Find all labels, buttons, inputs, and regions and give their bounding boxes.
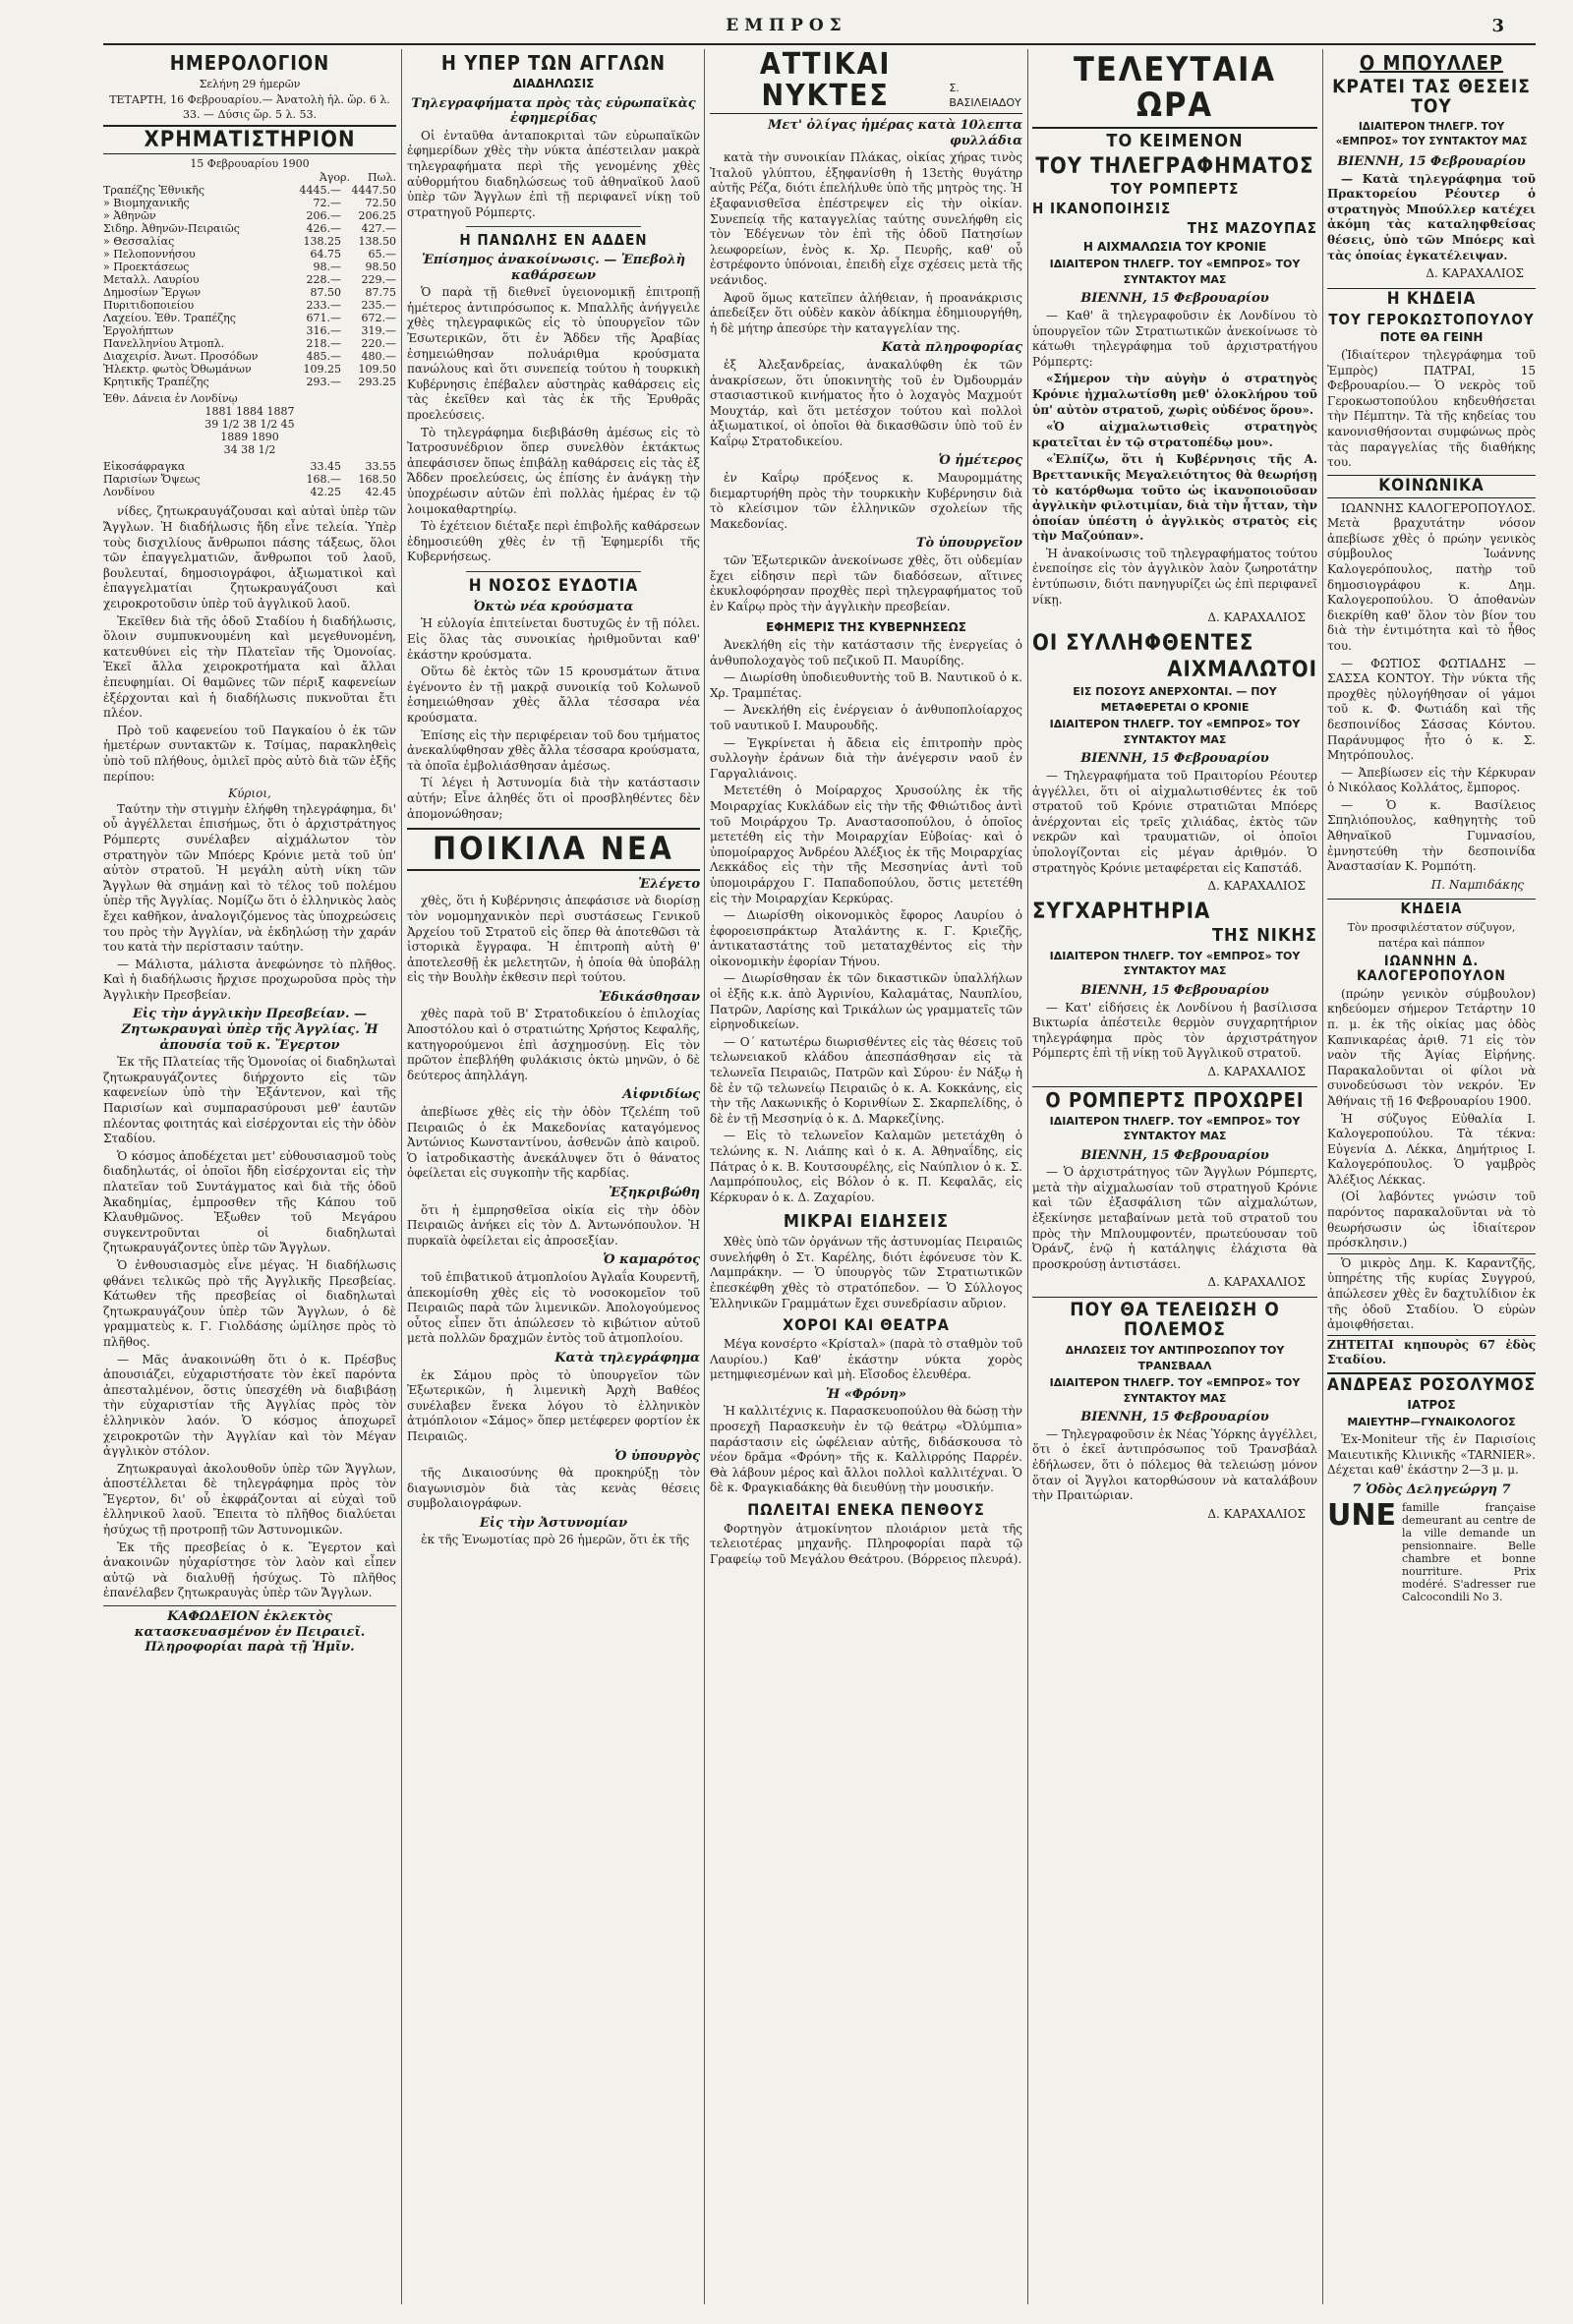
column-5 (1327, 49, 1536, 2304)
exchange-row (103, 197, 396, 209)
article-text: — Τηλεγραφήματα τοῦ Πραιτορίου Ρέουτερ ἀγγέλλει, ὅτι οἱ αἰχμαλωτισθέντες ἐκ τοῦ στρατοῦ τοῦ Κρόνιε στρατιῶται Μπόερς ἀνέρχονται εἰς τρεῖς χιλιάδας, ἐκτὸς τῶν νεκρῶν καὶ τραυματιῶν, οἱ ὁποῖοι ὑπολογίζονται εἰς μέγαν ἀριθμόν. Ὁ στρατηγὸς Κρόνιε μεταφέρεται εἰς Καπστάδ. (1032, 769, 1317, 875)
article-text: κατὰ τὴν συνοικίαν Πλάκας, οἰκίας χήρας τινὸς Ἰταλοῦ γλύπτου, ἐξηφανίσθη ἡ 13ετὴς θυγάτηρ αὐτῆς Ρέζα, διότι ἐπελήλυθε ὑπὸ τῆς μητρὸς της. Ἡ ἐξαφανισθεῖσα ἐπέστρεψεν εἰς τὴν οἰκίαν. Συνεπείᾳ τῆς καταγγελίας ταύτης συνελήφθη εἰς τὸν Ἐδέγενων τὸν ἐπὶ τῆς ὁδοῦ Πατησίων λεωφορείων, ἑνὸς κ. Χρ. Πευρῆς, καθ' οὗ ἐστρέφοντο ὑπόνοιαι, ἐπειδὴ εἶχε σχέσεις μετὰ τῆς νεάνιδος. (710, 150, 1022, 287)
exchange-row (103, 299, 396, 312)
subheading: ΔΗΛΩΣΕΙΣ ΤΟΥ ΑΝΤΙΠΡΟΣΩΠΟΥ ΤΟΥ ΤΡΑΝΣΒΑΑΛ (1065, 1343, 1285, 1372)
article-text: Ὁ παρὰ τῇ διεθνεῖ ὑγειονομικῇ ἐπιτροπῇ ἡμέτερος ἀντιπρόσωπος κ. Μπαλλῆς ἀνήγγειλε χθὲς τηλεγραφικῶς εἰς τὸ ὑπουργεῖον τῶν Ἐσωτερικῶν, ὅτι ἐν Ἄδδεν τῆς Ἀραβίας ἐσημειώθησαν πολυάριθμα κρούσματα πανώλους καὶ ὅτι συνεπείᾳ τούτου ἡ τουρκικὴ Κυβέρνησις ἐπέβαλεν αὐστηρὰς καθάρσεις εἰς τὰς ἐκεῖθεν καὶ τὰς ἐκ τῆς Ἐρυθρᾶς προελεύσεις. (407, 285, 700, 423)
article-text: — Ο΄ κατωτέρω διωρισθέντες εἰς τὰς θέσεις τοῦ τελωνειακοῦ κλάδου ἀπεσπάσθησαν εἰς τὰ τελωνεῖα Πειραιῶς, Πατρῶν καὶ Σύρου· ἐν Νάξῳ ἡ δὲ ἐν τῷ τελωνείῳ Πειραιῶς ὁ κ. Α. Κοκκάνης, εἰς τὴν τῆς Λακωνικῆς ὁ Κορινθίων Σ. Σκαρπελίδης, ὁ δὲ ἐν τῇ Μεσσηνίᾳ ὁ κ. Δ. Μαρκεζίνης. (710, 1034, 1022, 1126)
article-text: — Ἐγκρίνεται ἡ ἄδεια εἰς ἐπιτροπὴν πρὸς συλλογὴν ἐράνων διὰ τὴν ἀνέγερσιν ναοῦ ἐν Γαργαλιάνοις. (710, 735, 1022, 781)
subheading: Ὁ ὑπουργὸς (614, 1448, 700, 1464)
column-2 (407, 49, 700, 2304)
row-value: 98.— (313, 261, 341, 274)
row-value: 109.50 (358, 363, 396, 377)
column-3 (710, 49, 1022, 2304)
advert-address: 7 Ὁδὸς Δεληγεώργη 7 (1352, 1482, 1511, 1497)
dateline: ΒΙΕΝΝΗ, 15 Φεβρουαρίου (1080, 1147, 1269, 1163)
subheading: Εἰς τὴν ἀγγλικὴν Πρεσβείαν. — Ζητωκραυγαὶ ὑπὲρ τῆς Ἀγγλίας. Ἡ ἀπουσία τοῦ κ. Ἔγερτον (121, 1007, 379, 1053)
subheading: Ἐδικάσθησαν (599, 989, 700, 1005)
exchange-row (103, 209, 396, 222)
row-value: 42.45 (365, 486, 396, 499)
subheading: Τὸ ὑπουργεῖον (915, 536, 1022, 552)
article-text: — Μᾶς ἀνακοινώθη ὅτι ὁ κ. Πρέσβυς ἀπουσιάζει, εὐχαριστήσατε τὸν ἐκεῖ παρόντα ἀπεσταλμένον, ὅστις ὑπεσχέθη νὰ διαβιβάσῃ τὴν εὐχαριστίαν τῆς Ἀγγλίας πρὸς τὸν ἑλληνικὸν λαόν. Ὁ κόσμος ἀποχωρεῖ χειροκροτῶν τὴν Ἀγγλίαν καὶ τὸν Μέγαν ἀγγλικὸν στόλον. (103, 1352, 396, 1459)
divider (466, 226, 642, 227)
article-text: — Κατ' εἰδήσεις ἐκ Λονδίνου ἡ βασίλισσα Βικτωρία ἀπέστειλε θερμὸν συγχαρητήριον τηλεγράφημα πρὸς τὸν ἀρχιστράτηγον Ρόμπερτς ἐπὶ τῇ νίκῃ τοῦ Ἀγγλικοῦ στρατοῦ. (1032, 1000, 1317, 1061)
notice-text: Ὁ μικρὸς Δημ. Κ. Καραντζῆς, ὑπηρέτης τῆς κυρίας Συγγρού, ἀπώλεσεν χθὲς ἓν δαχτυλίδιον ἐκ τῆς ὁδοῦ Σταδίου. Ὁ εὑρὼν ἀμοιφθήσεται. (1327, 1253, 1536, 1333)
exchange-row (103, 350, 396, 363)
article-text: τῆς Δικαιοσύνης θὰ προκηρύξῃ τὸν διαγωνισμὸν διὰ τὰς κενὰς θέσεις συμβολαιογράφων. (407, 1466, 700, 1511)
article-text: — Καθ' ἃ τηλεγραφοῦσιν ἐκ Λονδίνου τὸ ὑπουργεῖον τῶν Στρατιωτικῶν ἀνεκοίνωσε τὸ κάτωθι τηλεγράφημα τοῦ ἀρχιστρατήγου Ρόμπερτς: (1032, 308, 1317, 369)
headline: Η ΝΟΣΟΣ ΕΥΔΟΤΙΑ (468, 575, 639, 596)
loans-years: 1889 1890 (220, 431, 279, 444)
headline: ΤΟΥ ΤΗΛΕΓΡΑΦΗΜΑΤΟΣ (1035, 154, 1314, 180)
signature: Δ. ΚΑΡΑΧΑΛΙΟΣ (1207, 1506, 1306, 1521)
row-label: Λαχείου. Ἐθν. Τραπέζης (103, 312, 236, 325)
notice-text: (Οἱ λαβόντες γνώσιν τοῦ παρόντος παρακαλοῦνται νὰ τὸ θεωρήσωσιν ὡς ἰδιαίτερον πρόσκλησιν.) (1327, 1190, 1536, 1250)
notice-text: Τὸν προσφιλέστατον σύζυγον, πατέρα καὶ πάππον (1347, 921, 1516, 950)
article-text: Ἡ ἀνακοίνωσις τοῦ τηλεγραφήματος τούτου ἐνεποίησε εἰς τὸν ἀγγλικὸν λαὸν ζωηροτάτην ἐντύπωσιν, διότι πανηγυρίζει ὡς ἐπὶ περιφανεῖ νίκῃ. (1032, 546, 1317, 607)
subheading: Κατὰ πληροφορίας (881, 340, 1022, 356)
signature: Δ. ΚΑΡΑΧΑΛΙΟΣ (1207, 610, 1306, 625)
column-divider (1322, 49, 1323, 2304)
row-value: 485.— (306, 350, 341, 364)
headline: ΤΗΣ ΝΙΚΗΣ (1211, 924, 1317, 946)
exchange-heading: ΧΡΗΜΑΤΙΣΤΗΡΙΟΝ (103, 125, 396, 154)
masthead (0, 14, 1573, 37)
article-text: Ἡ καλλιτέχνις κ. Παρασκευοπούλου θὰ δώσῃ τὴν προσεχῆ Παρασκευὴν ἐν τῷ θεάτρῳ «Ὀλύμπια» παράστασιν εἰς ὠφέλειαν αὐτῆς, διδάσκουσα τὸ νέον δρᾶμα «Φρόνη» τῆς κ. Καλλιρρόης Παρρέν. Θὰ λάβουν μέρος καὶ ἄλλοι πολλοὶ καλλιτέχναι. Ὁ δὲ κ. Φραγκιαδάκης θὰ διευθύνῃ τὴν μουσικήν. (710, 1404, 1022, 1495)
row-label: Ἐργολήπτων (103, 324, 174, 338)
article-text: Φορτηγὸν ἀτμοκίνητον πλοιάριον μετὰ τῆς τελειοτέρας μηχανῆς. Πληροφορίαι παρὰ τῷ Γραφείῳ τοῦ Μεγάλου Θεάτρου. (Βόρρειος πλευρά). (710, 1521, 1022, 1566)
article-text: ὅτι ἡ ἐμπρησθεῖσα οἰκία εἰς τὴν ὁδὸν Πειραιῶς ἀνήκει εἰς τὸν Δ. Ἀντωνόπουλον. Ἡ πυρκαϊὰ ὀφείλεται εἰς ἀπροσεξίαν. (407, 1202, 700, 1248)
subheading: Αἰφνιδίως (622, 1087, 700, 1103)
article-text: ἐκ τῆς Ἐνωμοτίας πρὸ 26 ἡμερῶν, ὅτι ἐκ τῆς (421, 1533, 690, 1547)
dispatch-line: ΙΔΙΑΙΤΕΡΟΝ ΤΗΛΕΓΡ. ΤΟΥ «ΕΜΠΡΟΣ» ΤΟΥ ΣΥΝΤΑΚΤΟΥ ΜΑΣ (1049, 1114, 1301, 1143)
article-text: — Διωρίσθη ὑποδιευθυντὴς τοῦ Β. Ναυτικοῦ ὁ κ. Χρ. Τραμπέτας. (710, 670, 1022, 700)
column-4 (1032, 49, 1317, 2304)
row-label: Διαχειρίσ. Ἀνωτ. Προσόδων (103, 350, 259, 364)
article-text: — Τηλεγραφοῦσιν ἐκ Νέας Ὑόρκης ἀγγέλλει, ὅτι ὁ ἐκεῖ ἀντιπρόσωπος τοῦ Τρανσβάαλ ἐδήλωσεν, ὅτι ὁ πόλεμος θὰ τελειώσῃ μόνον ὅταν οἱ Ἄγγλοι κατορθώσουν νὰ καταλάβουν τὴν Πραιτώριαν. (1032, 1426, 1317, 1503)
article-text: ἐκ Σάμου πρὸς τὸ ὑπουργεῖον τῶν Ἐξωτερικῶν, ἡ λιμενικὴ Ἀρχὴ Βαθέος συνέλαβεν ἕνεκα λόγου τὸ ἑλληνικὸν ἀτμόπλοιον «Σάμος» ὅπερ μετέφερεν φορτίον ἐκ Πειραιῶς. (407, 1367, 700, 1443)
article-text: τῶν Ἐξωτερικῶν ἀνεκοίνωσε χθὲς, ὅτι οὐδεμίαν ἔχει εἰδησιν περὶ τῶν διαδόσεων, αἵτινες ἐκυκλοφόρησαν προχθὲς περὶ τηλεγραφήματος τοῦ ἐν Καΐρῳ πρὸς τὴν ἀγγλικὴν πρεσβείαν. (710, 553, 1022, 613)
exchange-row (103, 222, 396, 235)
headline: ΜΙΚΡΑΙ ΕΙΔΗΣΕΙΣ (783, 1211, 950, 1233)
row-value: 293.— (306, 376, 341, 389)
article-text: «Ὁ αἰχμαλωτισθεὶς στρατηγὸς κρατεῖται ἐν τῷ στρατοπέδῳ μου». (1032, 420, 1317, 449)
row-value: 87.50 (310, 286, 341, 300)
article-text: Ἐκ τῆς πρεσβείας ὁ κ. Ἔγερτον καὶ ἀνακοινῶν ηὐχαρίστησε τὸν λαὸν καὶ εἶπεν αὐτῷ νὰ διαλυθῇ ἡσύχως. Τὸ πλῆθος ἐπανέλαβεν ζητωκραυγὰς ὑπὲρ τῶν Ἄγγλων. (103, 1540, 396, 1600)
row-value: 228.— (306, 273, 341, 287)
article-text: Ὁ ἐνθουσιασμὸς εἶνε μέγας. Ἡ διαδήλωσις φθάνει τελικῶς πρὸ τῆς Ἀγγλικῆς Πρεσβείας. Κάτωθεν τῆς πρεσβείας οἱ διαδηλωταὶ ζητωκραυγάζουν ὑπὲρ τῶν Ἄγγλων, ὁ δὲ γραμματεὺς κ. Γ. Γιολδάσης ὡμίλησε πρὸς τὸ πλῆθος. (103, 1257, 396, 1349)
headline: ΤΟΥ ΡΟΜΠΕΡΤΣ (1110, 180, 1240, 199)
headline: ΟΙ ΣΥΛΛΗΦΘΕΝΤΕΣ (1032, 630, 1254, 656)
row-value: 4445.— (299, 184, 341, 198)
une-text: famille française demeurant au centre de la ville demande un pensionnaire. Belle chambre et bonne nourriture. Prix modéré. S'adresser rue Calcocondili No 3. (1401, 1501, 1536, 1604)
serial-author: Σ. ΒΑΣΙΛΕΙΑΔΟΥ (949, 81, 1021, 110)
article-text: χθὲς, ὅτι ἡ Κυβέρνησις ἀπεφάσισε νὰ διορίσῃ τὸν νομομηχανικὸν περὶ συστάσεως Γενικοῦ Ἀρχείου τοῦ Στρατοῦ εἰς ὅπερ θὰ ἀποτεθῶσι τὰ ἱστορικὰ ἔγγραφα. Ἡ ἐπιτροπὴ αὐτὴ θ' ἀποτελεσθῇ ἐκ μελετητῶν, ἡ ὁποία θὰ ὑποβάλῃ εἰς τὴν Βουλὴν ἐκθεσιν περὶ τούτου. (407, 894, 700, 985)
exchange-row (103, 273, 396, 286)
article-text: — Εἰς τὸ τελωνεῖον Καλαμῶν μετετάχθη ὁ τελώνης κ. Ν. Λιάπης καὶ ὁ κ. Α. Ἀθηναΐδης, εἰς Πάτρας ὁ κ. Β. Κουτσουρέλης, εἰς Ναύπλιον ὁ κ. Σ. Λαμπρόπουλος, εἰς Βόλον ὁ κ. Π. Κεφαλᾶς, εἰς Κέρκυραν ὁ κ. Δ. Ζαχαρίου. (710, 1129, 1022, 1204)
subheading: Κατὰ τηλεγράφημα (554, 1350, 700, 1365)
headline: ΚΡΑΤΕΙ ΤΑΣ ΘΕΣΕΙΣ ΤΟΥ (1332, 76, 1531, 117)
article-text: Πρὸ τοῦ καφενείου τοῦ Παγκαίου ὁ ἐκ τῶν ἡμετέρων συντακτῶν κ. Τσίμας, παρακληθεὶς ὑπὸ τοῦ πλήθους, ὁμιλεῖ πρὸς αὐτὸ διὰ τῶν ἑξῆς περίπου: (103, 723, 396, 784)
article-text: Ἐπίσης εἰς τὴν περιφέρειαν τοῦ δου τμήματος ἀνεκαλύφθησαν χθὲς ἄλλα τέσσαρα κρούσματα, τὰ ὁποῖα ἐμβολιάσθησαν ἀμέσως. (407, 727, 700, 773)
exchange-row (103, 324, 396, 337)
row-label: Λονδίνου (103, 486, 155, 499)
row-label: Πανελληνίου Ἀτμοπλ. (103, 337, 225, 351)
row-value: 220.— (361, 337, 396, 351)
article-text: Τί λέγει ἡ Ἀστυνομία διὰ τὴν κατάστασιν αὐτήν; Εἶνε ἀληθές ὅτι οἱ προσβληθέντες δὲν ἀπομονώθησαν; (407, 776, 700, 821)
article-text: Ἐκ τῆς Πλατείας τῆς Ὁμονοίας οἱ διαδηλωταὶ ζητωκραυγάζοντες διήρχοντο εἰς τῶν καφενείων ὑπὸ τὴν Ἐξάντενον, καὶ τῆς Παρισίων καὶ συμπαρασύρουσι μεθ' ἑαυτῶν πλέοντας φοιτητάς καὶ εἰσέρχονται εἰς τὴν ὁδὸν Σταδίου. (103, 1055, 396, 1146)
article-text: ἐξ Ἀλεξανδρείας, ἀνακαλύφθη ἐκ τῶν ἀνακρίσεων, ὅτι ὑποκινητὴς τοῦ ἐν Ὀμδουρμάν στασιαστικοῦ κινήματος ἦτο ὁ λοχαγὸς Μαχμούτ Μουχτάρ, καὶ ὅτι μετέσχον τούτου καὶ πολλοὶ ἀξιωματικοί, οἱ ὁποῖοι θὰ δικασθῶσιν ὑπὸ τοῦ ἐν Καΐρῳ Στρατοδικείου. (710, 357, 1022, 448)
row-value: 233.— (306, 299, 341, 313)
subheading: Ἐλέγετο (638, 876, 700, 892)
subheading: Ὁ καμαρότος (603, 1252, 700, 1268)
article-text: — Κατὰ τηλεγράφημα τοῦ Πρακτορείου Ρέουτερ ὁ στρατηγὸς Μπούλλερ κατέχει ἀκόμη τὰς καταληφθείσας θέσεις, ὑπὸ τῶν Μπόερς καὶ τὰς ὁποίας ἐγκατέλειψαν. (1327, 171, 1536, 262)
headline: ΕΦΗΜΕΡΙΣ ΤΗΣ ΚΥΒΕΡΝΗΣΕΩΣ (766, 620, 966, 635)
advert-doctor-name: ΑΝΔΡΕΑΣ ΡΟΣΟΛΥΜΟΣ (1327, 1372, 1536, 1395)
headline: ΠΟΙΚΙΛΑ ΝΕΑ (407, 828, 700, 871)
article-text: Μετετέθη ὁ Μοίραρχος Χρυσούλης ἐκ τῆς Μοιραρχίας Κυκλάδων εἰς τὴν τῆς Φθιώτιδος ἀντὶ τοῦ Μοιράρχου Τρ. Αναστασοπούλου, ὁ ὁποῖος μετετέθη εἰς τὴν Μοιραρχίαν Εὐβοίας· καὶ ὁ ὑπομοίραρχος Ἀνδρέου Ἀλέξιος ἐκ τῆς Μοιραρχίας Λεκκάδος εἰς τὴν τῆς Μεσσηνίας ἀντὶ τοῦ ὑπομοιράρχου Γ. Παπαδοπούλου, ὅστις μετετέθη εἰς τὴν Μοιραρχίαν Κερκύρας. (710, 784, 1022, 905)
table-header: Ἀγορ. (319, 171, 350, 185)
article-text: Ἐκεῖθεν διὰ τῆς ὁδοῦ Σταδίου ἡ διαδήλωσις, ὅλοιν συμπυκνουμένη καὶ μεγεθυνομένη, κατευθύνει εἰς τὴν Πλατεῖαν τῆς Ὁμονοίας. Ἐκεῖ ἄλλα χειροκροτήματα καὶ ἄλλαι ἐπευφημίαι. Οἱ θαμῶνες τῶν πέριξ καφενείων ἐξέρχονται καὶ ἡ διαδήλωσις πυκνοῦται ἔτι πλέον. (103, 613, 396, 721)
exchange-row (103, 363, 396, 376)
article-text: Οὕτω δὲ ἐκτὸς τῶν 15 κρουσμάτων ἅτινα ἐγένοντο ἐν τῇ μακρᾷ συνοικίᾳ τοῦ Κολωνοῦ ἐσημειώθησαν χθὲς ἄλλα τέσσαρα νέα κρούσματα. (407, 665, 700, 725)
headline: Η ΠΑΝΩΛΗΣ ΕΝ ΑΔΔΕΝ (459, 231, 648, 250)
une-logo: UNE (1327, 1498, 1396, 1534)
row-value: 65.— (368, 248, 396, 261)
row-value: 206.25 (358, 209, 396, 223)
headline: ΚΟΙΝΩΝΙΚΑ (1327, 475, 1536, 498)
headline: Η ΚΗΔΕΙΑ (1327, 288, 1536, 309)
row-value: 206.— (306, 209, 341, 223)
article-text: Τὸ τηλεγράφημα διεβιβάσθη ἀμέσως εἰς τὸ Ἰατροσυνέδριον ὅπερ συνελθὸν ἐκτάκτως ἀπεφάσισεν ὅπως ἐπιβάλῃ καθάρσεις εἰς τὰς ἐξ Ἄδδεν προελεύσεις, ὡς ἐπίσης ἐν ἀνάγκῃ τὴν ὑποχρέωσιν αὐτῶν ἐπὶ πολλὰς ἡμέρας ἐν τῷ λοιμοκαθαρτηρίῳ. (407, 425, 700, 516)
dateline: ΒΙΕΝΝΗ, 15 Φεβρουαρίου (1080, 291, 1269, 307)
row-value: 138.25 (303, 235, 341, 249)
article-text: νίδες, ζητωκραυγάζουσαι καὶ αὐταὶ ὑπὲρ τῶν Ἄγγλων. Ἡ διαδήλωσις ἤδη εἶνε τελεία. Ὑπὲρ τοὺς δισχιλίους ἄνθρωποι πάσης τάξεως, ὅλοι τῶν ἐπαγγελματιῶν, ἄνθρωποι τοῦ λαοῦ, βουλευταί, δημοσιογράφοι, ἀξιωματικοὶ καὶ ἐπαγγελματίαι ζητωκραυγάζουσι καὶ χειροκροτοῦσιν ὑπὲρ τοῦ ἀγγλικοῦ λαοῦ. (103, 504, 396, 611)
article-text: Μέγα κονσέρτο «Κρίσταλ» (παρὰ τὸ σταθμὸν τοῦ Λαυρίου.) Καθ' ἑκάστην νύκτα χορὸς μετημφιεσμένων καὶ μὴ. Εἴσοδος ἐλευθέρα. (710, 1337, 1022, 1382)
signature: Π. Ναμπιδάκης (1430, 877, 1524, 892)
row-value: 168.— (306, 473, 341, 487)
article-text: — Ἀνεκλήθη εἰς ἐνέργειαν ὁ ἀνθυποπλοίαρχος τοῦ ναυτικοῦ Ι. Μαυρουδῆς. (710, 703, 1022, 732)
subheading: ΕΙΣ ΠΟΣΟΥΣ ΑΝΕΡΧΟΝΤΑΙ. — ΠΟΥ ΜΕΤΑΦΕΡΕΤΑΙ Ο ΚΡΟΝΙΕ (1073, 685, 1277, 714)
signature: Δ. ΚΑΡΑΧΑΛΙΟΣ (1207, 1275, 1306, 1290)
row-value: 72.50 (365, 197, 396, 210)
exchange-row (103, 337, 396, 350)
advert-doctor-specialty: ΜΑΙΕΥΤΗΡ—ΓΥΝΑΙΚΟΛΟΓΟΣ (1347, 1416, 1516, 1429)
loans-values: 34 38 1/2 (223, 443, 276, 457)
column-divider (401, 49, 402, 2304)
subheading: Τηλεγραφήματα πρὸς τὰς εὐρωπαϊκὰς ἐφημερίδας (411, 95, 696, 127)
row-value: 671.— (306, 312, 341, 325)
article-text: Οἱ ἐνταῦθα ἀνταποκριταὶ τῶν εὐρωπαϊκῶν ἐφημερίδων χθὲς τὴν νύκτα ἀπέστειλαν μακρὰ τηλεγραφήματα περὶ τῆς γενομένης χθὲς αὐθορμήτου διαδηλώσεως τοῦ ἀθηναϊκοῦ λαοῦ ὑπὲρ τῶν Ἄγγλων ἐπὶ τῇ περιφανεῖ νίκῃ τοῦ στρατηγοῦ Ρόμπερτς. (407, 128, 700, 219)
article-text: Ζητωκραυγαὶ ἀκολουθοῦν ὑπὲρ τῶν Ἄγγλων, ἀποστέλλεται δὲ τηλεγράφημα πρὸς τὸν Ἔγερτον, δι' οὗ ἐκφράζονται αἱ εὐχαὶ τοῦ ἑλληνικοῦ λαοῦ. Ἔπειτα τὸ πλῆθος διαλύεται ἡσύχως τῇ προτροπῇ τῶν Ἀστυνομικῶν. (103, 1461, 396, 1538)
article-text: (Ἰδιαίτερον τηλεγράφημα τοῦ Ἐμπρὸς) ΠΑΤΡΑΙ, 15 Φεβρουαρίου.— Ὁ νεκρὸς τοῦ Γεροκωστοπούλου κηδευθήσεται τὴν Πέμπτην. Τὰ τῆς κηδείας του κανονισθήσονται συμφώνως πρὸς τὰς παραγγελίας τῆς διαθήκης του. (1327, 348, 1536, 470)
serial-subtitle: Μετ' ὀλίγας ἡμέρας κατὰ 10λεπτα φυλλάδια (767, 118, 1022, 148)
advert-une (1327, 1498, 1536, 1604)
headline: ΚΗΔΕΙΑ (1327, 899, 1536, 917)
row-value: 426.— (306, 222, 341, 236)
row-label: Τραπέζης Ἐθνικῆς (103, 184, 205, 198)
row-label: » Ἀθηνῶν (103, 209, 156, 223)
headline: ΠΟΥ ΘΑ ΤΕΛΕΙΩΣΗ Ο ΠΟΛΕΜΟΣ (1032, 1297, 1317, 1340)
loans-values: 39 1/2 38 1/2 45 (204, 418, 295, 432)
row-value: 235.— (361, 299, 396, 313)
row-value: 98.50 (365, 261, 396, 274)
row-value: 293.25 (358, 376, 396, 389)
advert-gardener: ΖΗΤΕΙΤΑΙ κηπουρὸς 67 ἐδὸς Σταδίου. (1327, 1335, 1536, 1368)
article-text: Ἀφοῦ ὅμως κατεῖπεν ἀλήθειαν, ἡ προανάκρισις ἀπεδείξεν ὅτι οὐδὲν κακὸν ἀδίκημα ἐδημιουργήθη, ἡ δὲ μήτηρ ἀπεσύρε τὴν καταγγελίαν της. (710, 290, 1022, 335)
dispatch-line: ΙΔΙΑΙΤΕΡΟΝ ΤΗΛΕΓΡ. ΤΟΥ «ΕΜΠΡΟΣ» ΤΟΥ ΣΥΝΤΑΚΤΟΥ ΜΑΣ (1049, 718, 1301, 746)
hemerologion-heading: ΗΜΕΡΟΛΟΓΙΟΝ (169, 51, 330, 75)
dateline: ΒΙΕΝΝΗ, 15 Φεβρουαρίου (1080, 751, 1269, 767)
column-1 (103, 49, 396, 2304)
loan-row (103, 486, 396, 498)
advert-text: Ἐx-Moniteur τῆς ἐν Παρισίοις Μαιευτικῆς Κλινικῆς «TARNIER». Δέχεται καθ' ἑκάστην 2—3 μ. μ. (1327, 1432, 1536, 1478)
row-label: Πυριτιδοποιείου (103, 299, 195, 313)
subheading: Ὀκτὼ νέα κρούσματα (473, 599, 634, 614)
loan-row (103, 473, 396, 486)
article-text: χθὲς παρὰ τοῦ Β' Στρατοδικείου ὁ ἐπιλοχίας Ἀποστόλου καὶ ὁ στρατιώτης Χρήστος Κεφαλῆς, κατηγορούμενοι ἐπὶ ἀσχημοσύνῃ. Εἰς τὸν πρῶτον ἐπεβλήθη φυλάκισις ὀκτὼ μηνῶν, ὁ δὲ δεύτερος ἀπηλλάγη. (407, 1007, 700, 1082)
column-divider (1027, 49, 1028, 2304)
row-value: 33.45 (310, 460, 341, 474)
row-label: » Θεσσαλίας (103, 235, 175, 249)
notice-text: (πρώην γενικὸν σύμβουλον) κηδεύομεν σήμερον Τετάρτην 10 π. μ. ἐκ τῆς οἰκίας μας ὁδὸς Καπνικαρέας ἀριθ. 71 εἰς τὸν ναὸν τῆς Ἁγίας Εἰρήνης. Παρακαλοῦνται οἱ φίλοι νὰ συνοδεύσωσι τὸν νεκρόν. Ἐν Ἀθήναις τῇ 16 Φεβρουαρίου 1900. (1327, 986, 1536, 1108)
article-text: ἐν Καΐρῳ πρόξενος κ. Μαυρομμάτης διεμαρτυρήθη πρὸς τὴν τουρκικὴν Κυβέρνησιν διὰ τὸ κλείσιμον τῶν ἑλληνικῶν σχολείων τῆς Μακεδονίας. (710, 471, 1022, 531)
loans-years: 1881 1884 1887 (204, 405, 295, 419)
headline: ΤΟΥ ΓΕΡΟΚΩΣΤΟΠΟΥΛΟΥ (1328, 310, 1535, 328)
article-text: — Ἀπεβίωσεν εἰς τὴν Κέρκυραν ὁ Νικόλαος Κολλάτος, ἔμπορος. (1327, 765, 1536, 795)
article-text: «Ἐλπίζω, ὅτι ἡ Κυβέρνησις τῆς Α. Βρεττανικῆς Μεγαλειότητος θὰ θεωρήσῃ τὸ κατόρθωμα τοῦτο ὡς ἱκανοποιοῦσαν ἀγγλικὴν φιλοτιμίαν, διὰ τὴν ἧτταν, τὴν ὁποίαν ὑπέστη ὁ ἀγγλικὸς στρατὸς εἰς τὴν Μαζούπαν». (1032, 452, 1317, 544)
row-value: 218.— (306, 337, 341, 351)
article-text: Τὸ ἐχέτειον διέταξε περὶ ἐπιβολῆς καθάρσεων ἐδημοσιεύθη χθὲς ἐν τῇ Ἐφημερίδι τῆς Κυβερνήσεως. (407, 519, 700, 564)
dateline: ΒΙΕΝΝΗ, 15 Φεβρουαρίου (1080, 1410, 1269, 1425)
row-label: Μεταλλ. Λαυρίου (103, 273, 200, 287)
subheading: Ὁ ἡμέτερος (938, 453, 1022, 469)
row-value: 138.50 (358, 235, 396, 249)
row-label: Παρισίων Ὄψεως (103, 473, 201, 487)
row-label: » Πελοποννήσου (103, 248, 196, 261)
loans-block (103, 392, 396, 456)
article-text: Ἀνεκλήθη εἰς τὴν κατάστασιν τῆς ἐνεργείας ὁ ἀνθυπολοχαγὸς τοῦ πεζικοῦ Π. Μαυρίδης. (710, 638, 1022, 668)
signature: Δ. ΚΑΡΑΧΑΛΙΟΣ (1207, 1064, 1306, 1078)
headline: Η ΙΚΑΝΟΠΟΙΗΣΙΣ (1032, 200, 1172, 218)
article-text: ἀπεβίωσε χθὲς εἰς τὴν ὁδὸν Τζελέπη τοῦ Πειραιῶς ὁ ἐκ Μακεδονίας καταγόμενος Ἀντώνιος Κωνσταντίνου, ἀσθενῶν ἀπὸ καιροῦ. Ὁ ἰατροδικαστὴς ἀνεκάλυψεν ὅτι ὁ θάνατος ὀφείλεται εἰς συγκοπὴν τῆς καρδίας. (407, 1105, 700, 1181)
headline-last-hour: ΤΕΛΕΥΤΑΙΑ ΩΡΑ (1032, 53, 1317, 129)
article-text: τοῦ ἐπιβατικοῦ ἀτμοπλοίου Ἀγλαΐα Κουρεντῆ, ἀπεκομίσθη χθὲς εἰς τὸ νοσοκομεῖον τοῦ Πειραιῶς παρὰ τῶν λιμενικῶν. Ἀπολογούμενος οὗτος εἶπεν ὅτι ἀπώλεσεν τὸ κιβώτιον αὐτοῦ μετὰ πολλῶν δραχμῶν ἐντὸς τοῦ ἀτμοπλοίου. (407, 1269, 700, 1346)
subheading: Εἰς τὴν Ἀστυνομίαν (479, 1515, 628, 1531)
deceased-name: ΙΩΑΝΝΗΝ Δ. ΚΑΛΟΓΕΡΟΠΟΥΛΟΝ (1357, 954, 1506, 985)
row-value: 64.75 (310, 248, 341, 261)
exchange-row (103, 312, 396, 324)
row-value: 427.— (361, 222, 396, 236)
column-divider (704, 49, 705, 2304)
serial-title: ΑΤΤΙΚΑΙ ΝΥΚΤΕΣ (759, 49, 892, 113)
dateline: ΒΙΕΝΝΗ, 15 Φεβρουαρίου (1337, 154, 1526, 170)
headline: ΑΙΧΜΑΛΩΤΟΙ (1167, 657, 1317, 682)
newspaper-title: ΕΜΠΡΟΣ (726, 16, 847, 35)
article-text: ΙΩΑΝΝΗΣ ΚΑΛΟΓΕΡΟΠΟΥΛΟΣ. Μετὰ βραχυτάτην νόσον ἀπεβίωσε χθὲς ὁ πρώην γενικὸς σύμβουλος Ἰωάννης Καλογερόπουλος, πατὴρ τοῦ δημοσιογράφου κ. Δημ. Καλογεροπούλου. Ὁ ἀποθανὼν διεκρίθη καθ' ὅλον τὸν βίον του διὰ τὴν ἐντιμότητα καὶ τὸ ἦθος του. (1327, 500, 1536, 653)
divider (466, 571, 642, 572)
speech-salutation: Κύριοι, (228, 786, 271, 801)
exchange-row (103, 248, 396, 261)
exchange-row (103, 286, 396, 299)
article-text: Ταύτην τὴν στιγμὴν ἐλήφθη τηλεγράφημα, δι' οὗ ἀγγέλλεται ἐπισήμως, ὅτι ὁ ἀρχιστράτηγος Ρόμπερτς συνέλαβεν αἰχμάλωτον τὸν στρατηγὸν τῶν Μπόερς Κρόνιε μετὰ τοῦ ὑπ' αὐτὸν στρατοῦ. Ἡ μεγάλη αὐτὴ νίκη τῶν Ἄγγλων θὰ σημάνῃ καὶ τὸ τέλος τοῦ πολέμου ὑπὲρ τῆς Ἀγγλίας. Νομίζω ὅτι ὁ ἑλληνικὸς λαὸς ἔχει καθῆκον, ἀναλογιζόμενος τὰς ὑποχρεώσεις του πρὸς τὴν Ἀγγλίαν, νὰ ἐκδηλώσῃ τὴν χαράν του κατὰ τὴν περίστασιν ταύτην. (103, 801, 396, 955)
row-value: 42.25 (310, 486, 341, 499)
row-value: 316.— (306, 324, 341, 338)
subheading: ΠΟΤΕ ΘΑ ΓΕΙΝΗ (1379, 330, 1484, 345)
article-text: «Σήμερον τὴν αὐγὴν ὁ στρατηγὸς Κρόνιε ἠχμαλωτίσθη μεθ' ὁλοκλήρου τοῦ ὑπ' αὐτὸν στρατοῦ, χωρὶς οὐδένος ὅρου». (1032, 372, 1317, 417)
article-text: Ὁ κόσμος ἀποδέχεται μετ' εὐθουσιασμοῦ τοὺς διαδηλωτάς, οἱ ὁποῖοι ἤδη εἰσέρχονται εἰς τὴν πλατεῖαν τοῦ Συντάγματος καὶ διὰ τῆς ὁδοῦ Ἀκαδημίας, ἐμπροσθεν τῆς Κάπου τοῦ Κλαυθμῶνος. Ἐξωθεν τοῦ Μεγάρου συγκεντροῦνται οἱ διαδηλωταὶ ζητωκραυγάζοντες ὑπὲρ τῶν Ἄγγλων. (103, 1148, 396, 1255)
headline-sub: ΔΙΑΔΗΛΩΣΙΣ (512, 77, 595, 90)
advert-kafedeion: ΚΑΦΩΔΕΙΟΝ ἐκλεκτὸς κατασκευασμένον ἐν Πειραιεῖ. Πληροφορίαι παρὰ τῇ Ἡμῖν. (103, 1605, 396, 1656)
table-header: Πωλ. (367, 171, 396, 185)
row-value: 109.25 (303, 363, 341, 377)
dispatch-line: ΙΔΙΑΙΤΕΡΟΝ ΤΗΛΕΓΡ. ΤΟΥ «ΕΜΠΡΟΣ» ΤΟΥ ΣΥΝΤΑΚΤΟΥ ΜΑΣ (1049, 949, 1301, 978)
page-number: 3 (1491, 15, 1504, 36)
row-value: 319.— (361, 324, 396, 338)
subheading: Ἡ «Φρόνη» (825, 1386, 907, 1402)
signature: Δ. ΚΑΡΑΧΑΛΙΟΣ (1207, 879, 1306, 894)
date-line: ΤΕΤΑΡΤΗ, 16 Φεβρουαρίου.— Ἀνατολὴ ἡλ. ὥρ. 6 λ. 33. — Δύσις ὥρ. 5 λ. 53. (109, 92, 390, 122)
exchange-row (103, 184, 396, 197)
notice-text: Ἡ σύζυγος Εὐθαλία Ι. Καλογεροπούλου. Τὰ τέκνα: Εὐγενία Δ. Λέκκα, Δημήτριος Ι. Καλογερόπουλος. Ὁ γαμβρὸς Ἀλέξιος Λέκκας. (1327, 1111, 1536, 1187)
subheading: Η ΑΙΧΜΑΛΩΣΙΑ ΤΟΥ ΚΡΟΝΙΕ (1082, 239, 1267, 254)
serial-banner (710, 49, 1022, 114)
article-text: — Ὁ ἀρχιστράτηγος τῶν Ἄγγλων Ρόμπερτς, μετὰ τὴν αἰχμαλωσίαν τοῦ στρατηγοῦ Κρόνιε καὶ τῶν ἐξασφάλιση τῶν αἰχμαλώτων, ἐξεκίνησε μεταβαίνων μετὰ τοῦ στρατοῦ του πρὸς τὴν Μπλουμφοντέν, πρωτεύουσαν τοῦ Ὀράνζ, ἐνῷ ἡ κατάληψις ἐλάχιστα θὰ προσκρούσῃ ἀντιστάσει. (1032, 1165, 1317, 1271)
row-value: 87.75 (365, 286, 396, 300)
signature: Δ. ΚΑΡΑΧΑΛΙΟΣ (1426, 266, 1524, 281)
row-label: Σιδηρ. Ἀθηνῶν-Πειραιῶς (103, 222, 240, 236)
article-text: — ΦΩΤΙΟΣ ΦΩΤΙΑΔΗΣ — ΣΑΣΣΑ ΚΟΝΤΟΥ. Τὴν νύκτα τῆς προχθὲς ηὐλογήθησαν οἱ γάμοι τοῦ κ. Φ. Φωτιάδη καὶ τῆς δεσποινίδος Σάσσας Κόντου. Παράνυμφος ἦτο ὁ κ. Σ. Μητρόπουλος. (1327, 656, 1536, 763)
dateline: ΒΙΕΝΝΗ, 15 Φεβρουαρίου (1080, 982, 1269, 998)
article-text: — Διωρίσθησαν ἐκ τῶν δικαστικῶν ὑπαλλήλων οἱ ἑξῆς κ.κ. ἀπὸ Ἀγρινίου, Καλαμάτας, Ναυπλίου, Πατρῶν, Λαρίσης καὶ Τρικάλων ὡς γραμματεῖς τῶν εἰρηνοδικείων. (710, 971, 1022, 1032)
dispatch-line: ΙΔΙΑΙΤΕΡΟΝ ΤΗΛΕΓΡ. ΤΟΥ «ΕΜΠΡΟΣ» ΤΟΥ ΣΥΝΤΑΚΤΟΥ ΜΑΣ (1049, 1376, 1301, 1405)
row-value: 229.— (361, 273, 396, 287)
headline: Ο ΜΠΟΥΛΛΕΡ (1359, 51, 1504, 75)
subheading: Ἐπίσημος ἀνακοίνωσις. — Ἐπεβολὴ καθάρσεων (421, 253, 686, 283)
headline: ΣΥΓΧΑΡΗΤΗΡΙΑ (1032, 899, 1211, 924)
article-text: Χθὲς ὑπὸ τῶν ὀργάνων τῆς ἀστυνομίας Πειραιῶς συνελήφθη ὁ Στ. Καρέλης, διότι ἐφόνευσε τὸν Κ. Λαμπράκην. — Ὁ ὑπουργὸς τῶν Στρατιωτικῶν ἐπεσκέφθη χθὲς τὸ στρατόπεδον. — Ὁ Σύλλογος Ἑλληνικῶν Γραμμάτων ἔχει συνεδρίασιν αὔριον. (710, 1235, 1022, 1310)
advert-doctor-title: ΙΑΤΡΟΣ (1407, 1397, 1456, 1412)
headline: ΤΗΣ ΜΑΖΟΥΠΑΣ (1187, 218, 1317, 237)
article-text: — Ὁ κ. Βασίλειος Σπηλιόπουλος, καθηγητὴς τοῦ Ἀθηναϊκοῦ Γυμνασίου, ἐμνηστεύθη τὴν δεσποινίδα Ἀναστασίαν Κ. Ρομπότη. (1327, 797, 1536, 874)
headline: ΠΩΛΕΙΤΑΙ ΕΝΕΚΑ ΠΕΝΘΟΥΣ (747, 1499, 985, 1519)
row-value: 480.— (361, 350, 396, 364)
headline: Ο ΡΟΜΠΕΡΤΣ ΠΡΟΧΩΡΕΙ (1032, 1086, 1317, 1111)
article-text: — Διωρίσθη οἰκονομικὸς ἔφορος Λαυρίου ὁ ἐφοροεισπράκτωρ Ἀταλάντης κ. Γ. Κριεζῆς, ἀντικαταστάτης τοῦ μεταταχθέντος εἰς τὴν οἰκονομικὴν ἐφορίαν Τήνου. (710, 908, 1022, 968)
exchange-row (103, 376, 396, 388)
row-value: 4447.50 (351, 184, 396, 198)
moon-age: Σελήνη 29 ἡμερῶν (199, 78, 301, 90)
exchange-row (103, 261, 396, 273)
row-label: Κρητικῆς Τραπέζης (103, 376, 209, 389)
row-value: 168.50 (358, 473, 396, 487)
row-value: 672.— (361, 312, 396, 325)
row-value: 72.— (313, 197, 341, 210)
dispatch-line: ΙΔΙΑΙΤΕΡΟΝ ΤΗΛΕΓΡ. ΤΟΥ «ΕΜΠΡΟΣ» ΤΟΥ ΣΥΝΤΑΚΤΟΥ ΜΑΣ (1335, 120, 1528, 148)
headline: Η ΥΠΕΡ ΤΩΝ ΑΓΓΛΩΝ (440, 51, 667, 75)
exchange-date: 15 Φεβρουαρίου 1900 (190, 156, 310, 170)
headline: ΧΟΡΟΙ ΚΑΙ ΘΕΑΤΡΑ (783, 1315, 950, 1335)
masthead-rule (103, 43, 1536, 45)
row-label: » Προεκτάσεως (103, 261, 190, 274)
article-text: — Μάλιστα, μάλιστα ἀνεφώνησε τὸ πλῆθος. Καὶ ἡ διαδήλωσις ἤρχισε προχωροῦσα πρὸς τὴν Ἀγγλικὴν Πρεσβείαν. (103, 957, 396, 1002)
subheading: Ἐξηκριβώθη (609, 1186, 700, 1200)
row-label: » Βιομηχανικῆς (103, 197, 190, 210)
exchange-table (103, 171, 396, 498)
row-label: Εἰκοσάφραγκα (103, 460, 186, 474)
article-text: Ἡ εὐλογία ἐπιτείνεται δυστυχῶς ἐν τῇ πόλει. Εἰς ὅλας τὰς συνοικίας ἠριθμοῦνται καθ' ἑκάστην κρούσματα. (407, 616, 700, 662)
row-value: 33.55 (365, 460, 396, 474)
loans-heading: Ἐθν. Δάνεια ἐν Λονδίνῳ (103, 392, 238, 406)
row-label: Δημοσίων Ἔργων (103, 286, 202, 300)
dispatch-line: ΙΔΙΑΙΤΕΡΟΝ ΤΗΛΕΓΡ. ΤΟΥ «ΕΜΠΡΟΣ» ΤΟΥ ΣΥΝΤΑΚΤΟΥ ΜΑΣ (1049, 258, 1301, 286)
loan-row (103, 460, 396, 473)
headline: ΤΟ ΚΕΙΜΕΝΟΝ (1106, 131, 1244, 152)
exchange-row (103, 235, 396, 248)
row-label: Ἠλεκτρ. φωτὸς Ὀθωμάνων (103, 363, 252, 377)
